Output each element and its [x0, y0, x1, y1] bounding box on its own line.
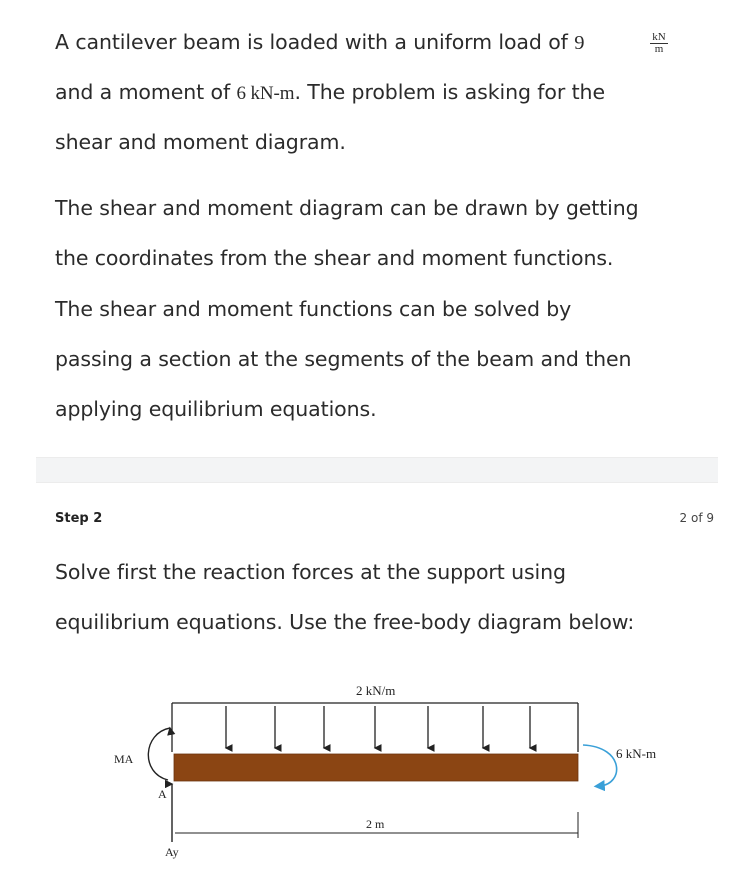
load-arrows [226, 706, 530, 748]
load-unit-denominator: m [654, 43, 664, 55]
load-label: 2 kN/m [356, 683, 396, 698]
reaction-force-label: Ay [165, 845, 179, 859]
para2-line-3: The shear and moment functions can be solved by [55, 297, 572, 321]
point-a-label: A [158, 787, 167, 801]
step-label: Step 2 [55, 511, 103, 526]
moment-value: 6 kN-m [236, 83, 295, 104]
para2-line-5: applying equilibrium equations. [55, 397, 377, 421]
reaction-moment-label: MA [114, 752, 134, 766]
beam [174, 754, 578, 781]
step-line-1: Solve first the reaction forces at the support using [55, 560, 566, 584]
intro-text-2b: . The problem is asking for the [294, 80, 605, 104]
para2-line-1: The shear and moment diagram can be drawn by getting [55, 196, 639, 220]
intro-text-2a: and a moment of [55, 80, 231, 104]
step-line-2: equilibrium equations. Use the free-body diagram below: [55, 610, 635, 634]
para2-line-4: passing a section at the segments of the beam and then [55, 347, 632, 371]
step-count: 2 of 9 [679, 511, 714, 525]
intro-line-3: shear and moment diagram. [55, 130, 346, 154]
intro-text: A cantilever beam is loaded with a uniform load of [55, 30, 568, 54]
applied-moment-label: 6 kN-m [616, 746, 657, 761]
reaction-moment-arrow [148, 728, 170, 780]
load-value: 9 [574, 32, 585, 54]
para2-line-2: the coordinates from the shear and moment functions. [55, 246, 614, 270]
applied-moment-arrow [583, 745, 617, 786]
length-label: 2 m [366, 817, 385, 831]
load-unit-numerator: kN [650, 32, 668, 44]
